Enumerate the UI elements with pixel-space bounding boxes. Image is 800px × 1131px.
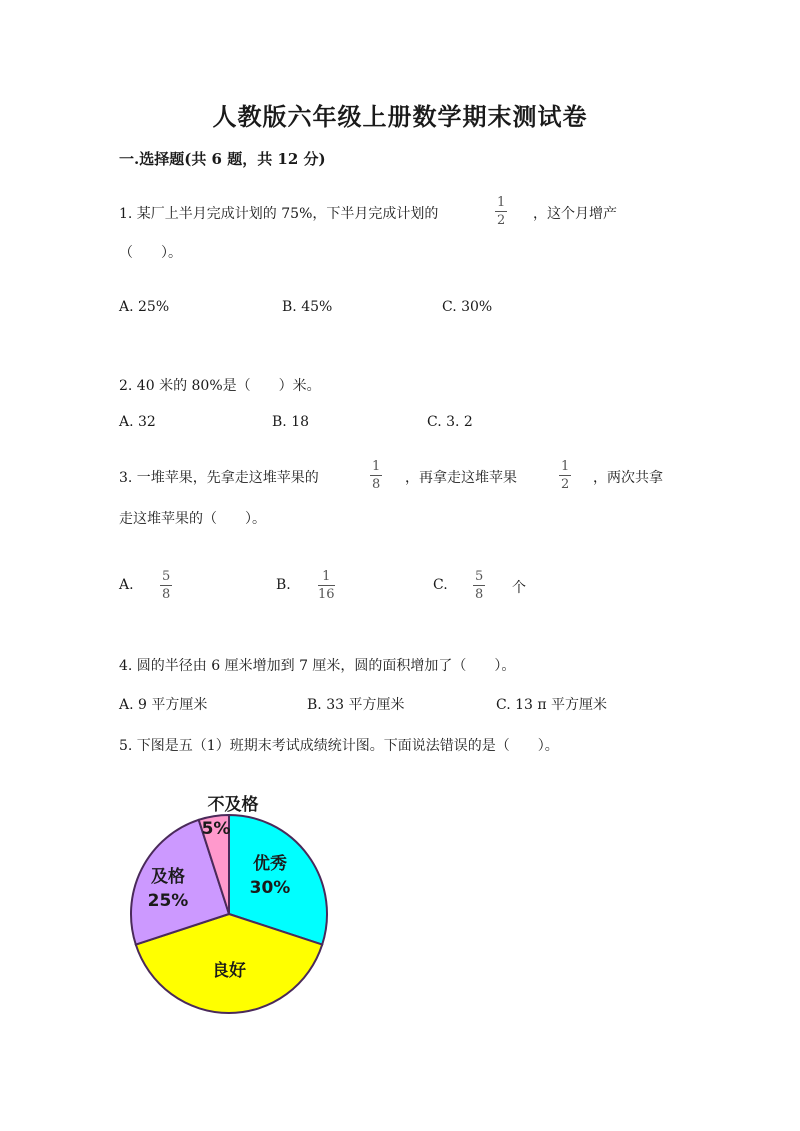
section-heading: 一.选择题(共 6 题，共 12 分) (119, 150, 326, 168)
question-3-option-c-suffix: 个 (512, 580, 526, 596)
pie-label-excellent: 优秀 (253, 854, 287, 874)
pie-percent-fail: 5% (201, 819, 231, 839)
question-1-text-cont: ，这个月增产 (533, 206, 617, 222)
question-3-option-a-fraction: 5 8 (162, 569, 171, 602)
question-3-fraction-1: 1 8 (372, 459, 381, 492)
question-2-option-a[interactable]: A. 32 (119, 414, 156, 430)
question-3-text-line-2: 走这堆苹果的（ ）。 (119, 511, 266, 527)
question-2-text: 2. 40 米的 80%是（ ）米。 (119, 378, 321, 394)
pie-label-pass: 及格 (151, 867, 185, 887)
pie-percent-excellent: 30% (249, 878, 291, 898)
question-1-text: 1. 某厂上半月完成计划的 75%，下半月完成计划的 (119, 206, 439, 222)
question-5-text: 5. 下图是五（1）班期末考试成绩统计图。下面说法错误的是（ ）。 (119, 738, 559, 754)
pie-label-good: 良好 (212, 961, 246, 981)
question-2-option-c[interactable]: C. 3. 2 (427, 414, 473, 430)
question-3-option-b-fraction: 1 16 (318, 569, 335, 602)
question-1-option-b[interactable]: B. 45% (282, 299, 333, 315)
question-3-option-b-label: B. (276, 577, 291, 593)
question-1-option-a[interactable]: A. 25% (119, 299, 170, 315)
pie-label-fail: 不及格 (207, 795, 259, 815)
question-1-blank: （ ）。 (119, 245, 182, 261)
question-4-text: 4. 圆的半径由 6 厘米增加到 7 厘米，圆的面积增加了（ ）。 (119, 658, 516, 674)
question-3-fraction-2: 1 2 (561, 459, 570, 492)
question-4-option-c[interactable]: C. 13 π 平方厘米 (496, 697, 608, 713)
question-3-text-cont-2: ，两次共拿 (593, 470, 663, 486)
question-1-option-c[interactable]: C. 30% (442, 299, 493, 315)
question-3-option-c-fraction: 5 8 (475, 569, 484, 602)
question-4-option-b[interactable]: B. 33 平方厘米 (307, 697, 405, 713)
pie-percent-pass: 25% (147, 891, 189, 911)
question-2-option-b[interactable]: B. 18 (272, 414, 310, 430)
page-title: 人教版六年级上册数学期末测试卷 (212, 102, 588, 131)
question-4-option-a[interactable]: A. 9 平方厘米 (119, 697, 208, 713)
question-3-text: 3. 一堆苹果，先拿走这堆苹果的 (119, 470, 319, 486)
question-3-option-c-label: C. (433, 577, 448, 593)
question-3-option-a-label: A. (119, 577, 134, 593)
question-1-fraction: 1 2 (497, 195, 506, 228)
question-3-text-cont: ，再拿走这堆苹果 (405, 470, 517, 486)
